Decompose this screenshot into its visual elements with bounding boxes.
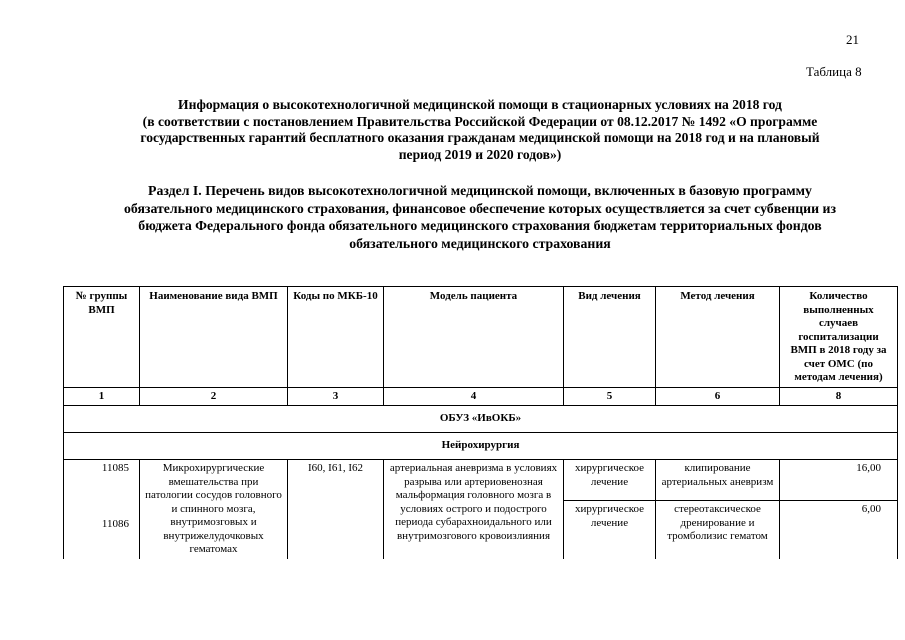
icd-codes-cell: I60, I61, I62 [288,460,384,559]
header-icd-codes: Коды по МКБ-10 [288,287,384,388]
column-number: 5 [564,387,656,406]
organization-row [64,406,898,433]
vmp-table [63,286,898,559]
hospitalization-count-cell: 6,00 [780,501,898,559]
specialty-name: Нейрохирургия [64,433,898,460]
header-vmp-name: Наименование вида ВМП [140,287,288,388]
header-group-number: № группы ВМП [64,287,140,388]
hospitalization-count-cell: 16,00 [780,460,898,501]
section-title-line: бюджета Федерального фонда обязательного медицинского страхования бюджетам территориальных фондов [138,218,822,233]
header-treatment-method: Метод лечения [656,287,780,388]
section-title [80,182,880,252]
column-number: 4 [384,387,564,406]
column-numbers-row [64,387,898,406]
group-number-cell [64,460,140,559]
vmp-name-cell: Микрохирургические вмешательства при патологии сосудов головного и спинного мозга, внутримозговых и внутрижелудочковых гематомах [140,460,288,559]
header-treatment-type: Вид лечения [564,287,656,388]
specialty-row [64,433,898,460]
organization-name: ОБУЗ «ИвОКБ» [64,406,898,433]
document-title-line: Информация о высокотехнологичной медицинской помощи в стационарных условиях на 2018 год [178,97,782,112]
document-title [80,97,880,163]
section-title-line: обязательного медицинского страхования [349,235,611,251]
treatment-method-cell: стереотаксическое дренирование и тромболизис гематом [656,501,780,559]
column-number: 1 [64,387,140,406]
header-hospitalization-count: Количество выполненных случаев госпитализации ВМП в 2018 году за счет ОМС (по методам лечения) [780,287,898,388]
document-title-line: период 2019 и 2020 годов») [398,146,562,162]
column-number: 3 [288,387,384,406]
section-title-line: Раздел I. Перечень видов высокотехнологичной медицинской помощи, включенных в базовую программу [148,183,812,198]
column-number: 6 [656,387,780,406]
header-patient-model: Модель пациента [384,287,564,388]
treatment-type-cell: хирургическое лечение [564,501,656,559]
group-number: 11086 [101,517,129,530]
document-title-line: государственных гарантий бесплатного оказания гражданам медицинской помощи на 2018 год и на плановый [140,130,820,145]
group-number: 11085 [101,462,129,474]
table-row [64,460,898,501]
document-title-line: (в соответствии с постановлением Правительства Российской Федерации от 08.12.2017 № 1492 «О программе [142,113,818,129]
column-number: 2 [140,387,288,406]
treatment-method-cell: клипирование артериальных аневризм [656,460,780,501]
table-header-row [64,287,898,388]
page-number: 21 [846,32,859,47]
treatment-type-cell: хирургическое лечение [564,460,656,501]
table-label: Таблица 8 [806,64,862,79]
section-title-line: обязательного медицинского страхования, финансовое обеспечение которых осуществляется за счет субвенции из [123,200,837,216]
column-number: 8 [780,387,898,406]
patient-model-cell: артериальная аневризма в условиях разрыва или артериовенозная мальформация головного мозга в условиях острого и подострого периода субарахноидального или внутримозгового кровоизлияния [384,460,564,559]
